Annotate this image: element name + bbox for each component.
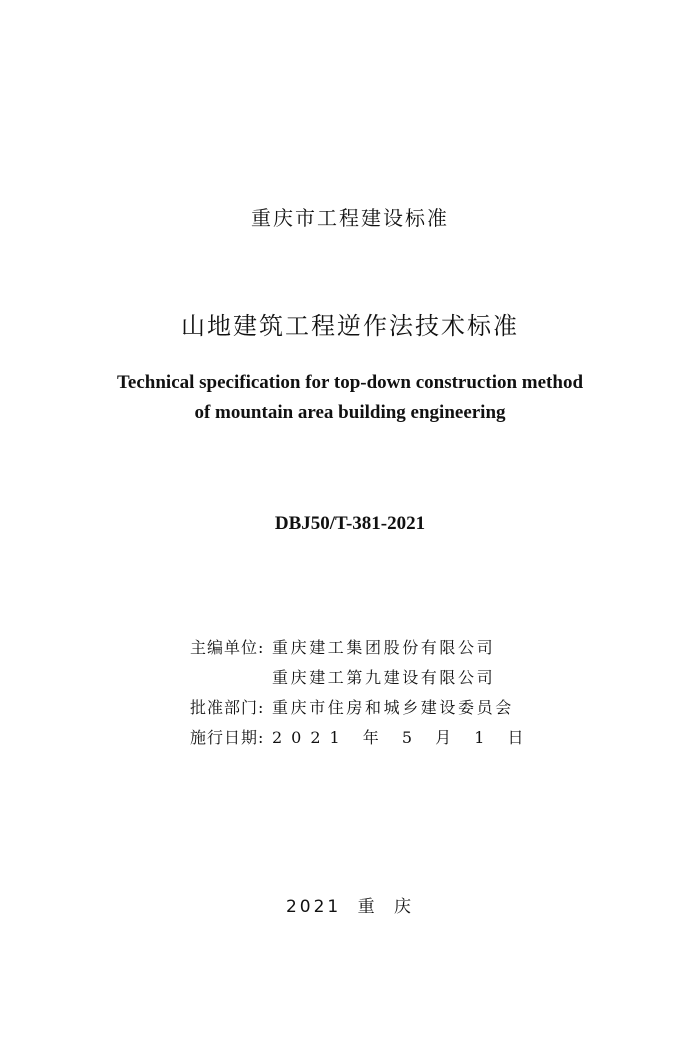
document-title-cn: 山地建筑工程逆作法技术标准 xyxy=(181,312,519,340)
approval-value: 重庆市住房和城乡建设委员会 xyxy=(272,698,514,717)
series-title: 重庆市工程建设标准 xyxy=(251,206,449,230)
effective-date-row xyxy=(190,723,610,753)
effective-date-label: 施行日期: xyxy=(190,728,265,747)
title-en-line-1: Technical specification for top-down construction method xyxy=(116,372,584,393)
standard-code: DBJ50/T-381-2021 xyxy=(274,513,426,534)
chief-editor-row-2 xyxy=(190,663,610,693)
chief-editor-row xyxy=(190,633,610,663)
approval-label: 批准部门: xyxy=(190,698,265,717)
title-en-line-2: of mountain area building engineering xyxy=(194,402,506,423)
chief-editor-2: 重庆建工第九建设有限公司 xyxy=(272,668,496,687)
approval-row xyxy=(190,693,610,723)
document-title-en xyxy=(0,368,700,428)
document-info xyxy=(190,633,610,753)
effective-date-value: 2021 年 5 月 1 日 xyxy=(272,728,533,747)
chief-editor-1: 重庆建工集团股份有限公司 xyxy=(272,638,496,657)
publication-footer: 2021 重 庆 xyxy=(285,897,415,917)
chief-editor-label: 主编单位: xyxy=(190,638,265,657)
